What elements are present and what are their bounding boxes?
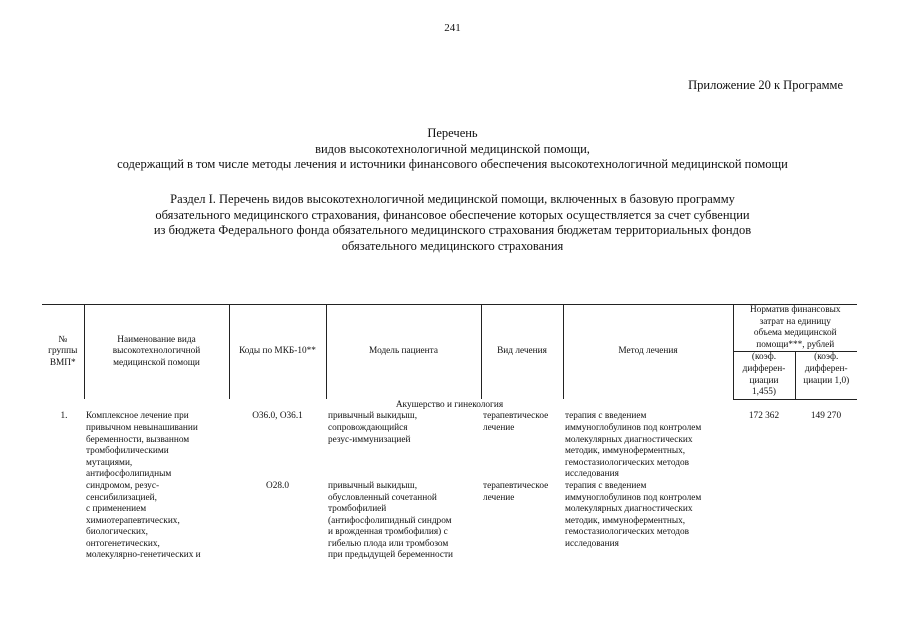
header-coef-1: (коэф. дифферен- циации 1,455) [733,352,795,399]
vmp-table [42,304,857,562]
treatment-method: терапия с введением иммуноглобулинов под контролем молекулярных диагностических методик, иммуноферментных, гемостазиологических методов исследования [565,480,702,549]
treatment-type: терапевтическое лечение [483,480,549,503]
section-line: обязательного медицинского страхования [341,238,564,253]
header-model: Модель пациента [326,305,481,400]
section-line: обязательного медицинского страхования, финансовое обеспечение которых осуществляется за счет субвенции [155,207,750,222]
icd-codes: O28.0 [266,480,289,491]
section-row [42,399,857,411]
header-row [42,305,857,352]
header-treatment: Вид лечения [481,305,563,400]
treatment-method: терапия с введением иммуноглобулинов под контролем молекулярных диагностических методик, иммуноферментных, гемостазиологических методов исследования [565,411,702,480]
header-codes: Коды по МКБ-10** [229,305,326,400]
header-norm: Норматив финансовых затрат на единицу объема медицинской помощи***, рублей [733,305,857,352]
norm-value-1: 172 362 [748,411,780,422]
header-name: Наименование вида высокотехнологичной медицинской помощи [84,305,229,400]
title-line: содержащий в том числе методы лечения и источники финансового обеспечения высокотехнологичной медицинской помощи [117,157,788,171]
patient-model: привычный выкидыш, сопровождающийся резус-иммунизацией [328,411,418,445]
treatment-type: терапевтическое лечение [483,411,549,433]
header-group-no: № группы ВМП* [42,305,84,400]
section-line: Раздел I. Перечень видов высокотехнологичной медицинской помощи, включенных в базовую программу [170,192,735,206]
norm-value-2: 149 270 [810,411,842,422]
document-title [0,126,905,173]
norm-value-empty [795,481,857,562]
title-line: видов высокотехнологичной медицинской помощи, [315,141,590,156]
patient-model: привычный выкидыш, обусловленный сочетанной тромбофилией (антифосфолипидный синдром и врожденная тромбофилия) с гибелью плода или тромбозом при предыдущей беременности [328,480,454,561]
table-row [42,411,857,481]
appendix-label: Приложение 20 к Программе [688,78,843,92]
group-name: Комплексное лечение при привычном невынашивании беременности, вызванном тромбофилическими мутациями, антифосфолипидным синдромом, резус- сенсибилизацией, с применением химиотерапевтических, биологических, онтогенетических, молекулярно-генетических и [86,411,201,561]
section-heading [0,192,905,254]
icd-codes: O36.0, O36.1 [252,411,303,422]
norm-value-empty [733,481,795,562]
section-line: из бюджета Федерального фонда обязательного медицинского страхования бюджетам территориальных фондов [153,223,752,237]
title-line: Перечень [427,126,478,140]
header-coef-2: (коэф. дифферен- циации 1,0) [795,352,857,399]
group-number: 1. [60,411,68,422]
page-number: 241 [444,22,461,34]
header-method: Метод лечения [563,305,733,400]
section-title: Акушерство и гинекология [395,399,504,410]
